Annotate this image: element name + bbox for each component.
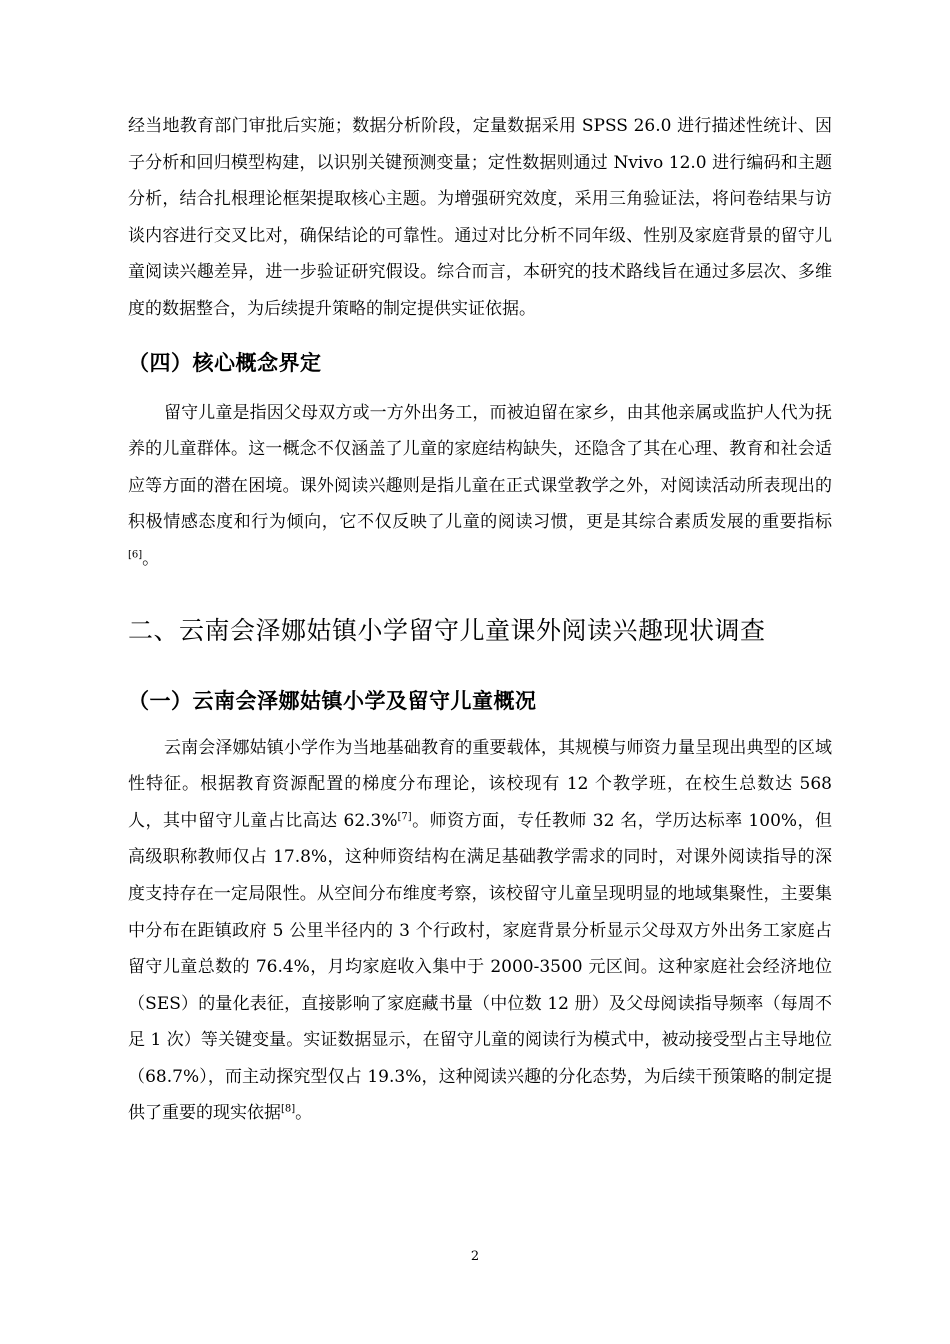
paragraph-end: 。 [295, 1103, 313, 1124]
paragraph-core-concepts [128, 395, 832, 578]
document-page [128, 108, 832, 1132]
citation-ref: [6] [128, 549, 143, 561]
paragraph-text: 。师资方面，专任教师 32 名，学历达标率 100%，但高级职称教师仅占 17.8%，这种师资结构在满足基础教学需求的同时，对课外阅读指导的深度支持存在一定局限性。从空间分布维度考察，该校留守儿童呈现明显的地域集聚性，主要集中分布在距镇政府 5 公里半径内的 3 个行政村，家庭背景分析显示父母双方外出务工家庭占留守儿童总数的 76.4%，月均家庭收入集中于 2000-3500 元区间。这种家庭社会经济地位（SES）的量化表征，直接影响了家庭藏书量（中位数 12 册）及父母阅读指导频率（每周不足 1 次）等关键变量。实证数据显示，在留守儿童的阅读行为模式中，被动接受型占主导地位（68.7%），而主动探究型仅占 19.3%，这种阅读兴趣的分化态势，为后续干预策略的制定提供了重要的现实依据 [128, 810, 832, 1124]
paragraph-overview [128, 730, 832, 1133]
paragraph-text: 云南会泽娜姑镇小学作为当地基础教育的重要载体，其规模与师资力量呈现出典型的区域性特征。根据教育资源配置的梯度分布理论，该校现有 12 个教学班，在校生总数达 568 人，其中留守儿童占比高达 62.3% [128, 737, 832, 831]
paragraph-research-methods: 经当地教育部门审批后实施；数据分析阶段，定量数据采用 SPSS 26.0 进行描述性统计、因子分析和回归模型构建，以识别关键预测变量；定性数据则通过 Nvivo 12.0 进行编码和主题分析，结合扎根理论框架提取核心主题。为增强研究效度，采用三角验证法，将问卷结果与访谈内容进行交叉比对，确保结论的可靠性。通过对比分析不同年级、性别及家庭背景的留守儿童阅读兴趣差异，进一步验证研究假设。综合而言，本研究的技术路线旨在通过多层次、多维度的数据整合，为后续提升策略的制定提供实证依据。 [128, 116, 832, 319]
citation-ref: [8] [281, 1103, 296, 1115]
citation-ref: [7] [397, 811, 412, 823]
chapter-heading: 二、云南会泽娜姑镇小学留守儿童课外阅读兴趣现状调查 [128, 615, 766, 645]
page-number: 2 [470, 1249, 480, 1264]
section-heading-overview: （一）云南会泽娜姑镇小学及留守儿童概况 [128, 688, 537, 713]
paragraph-text: 留守儿童是指因父母双方或一方外出务工，而被迫留在家乡，由其他亲属或监护人代为抚养的儿童群体。这一概念不仅涵盖了儿童的家庭结构缺失，还隐含了其在心理、教育和社会适应等方面的潜在困境。课外阅读兴趣则是指儿童在正式课堂教学之外，对阅读活动所表现出的积极情感态度和行为倾向，它不仅反映了儿童的阅读习惯，更是其综合素质发展的重要指标 [128, 402, 832, 533]
section-heading-core-concepts: （四）核心概念界定 [128, 350, 322, 375]
paragraph-end: 。 [142, 548, 160, 569]
